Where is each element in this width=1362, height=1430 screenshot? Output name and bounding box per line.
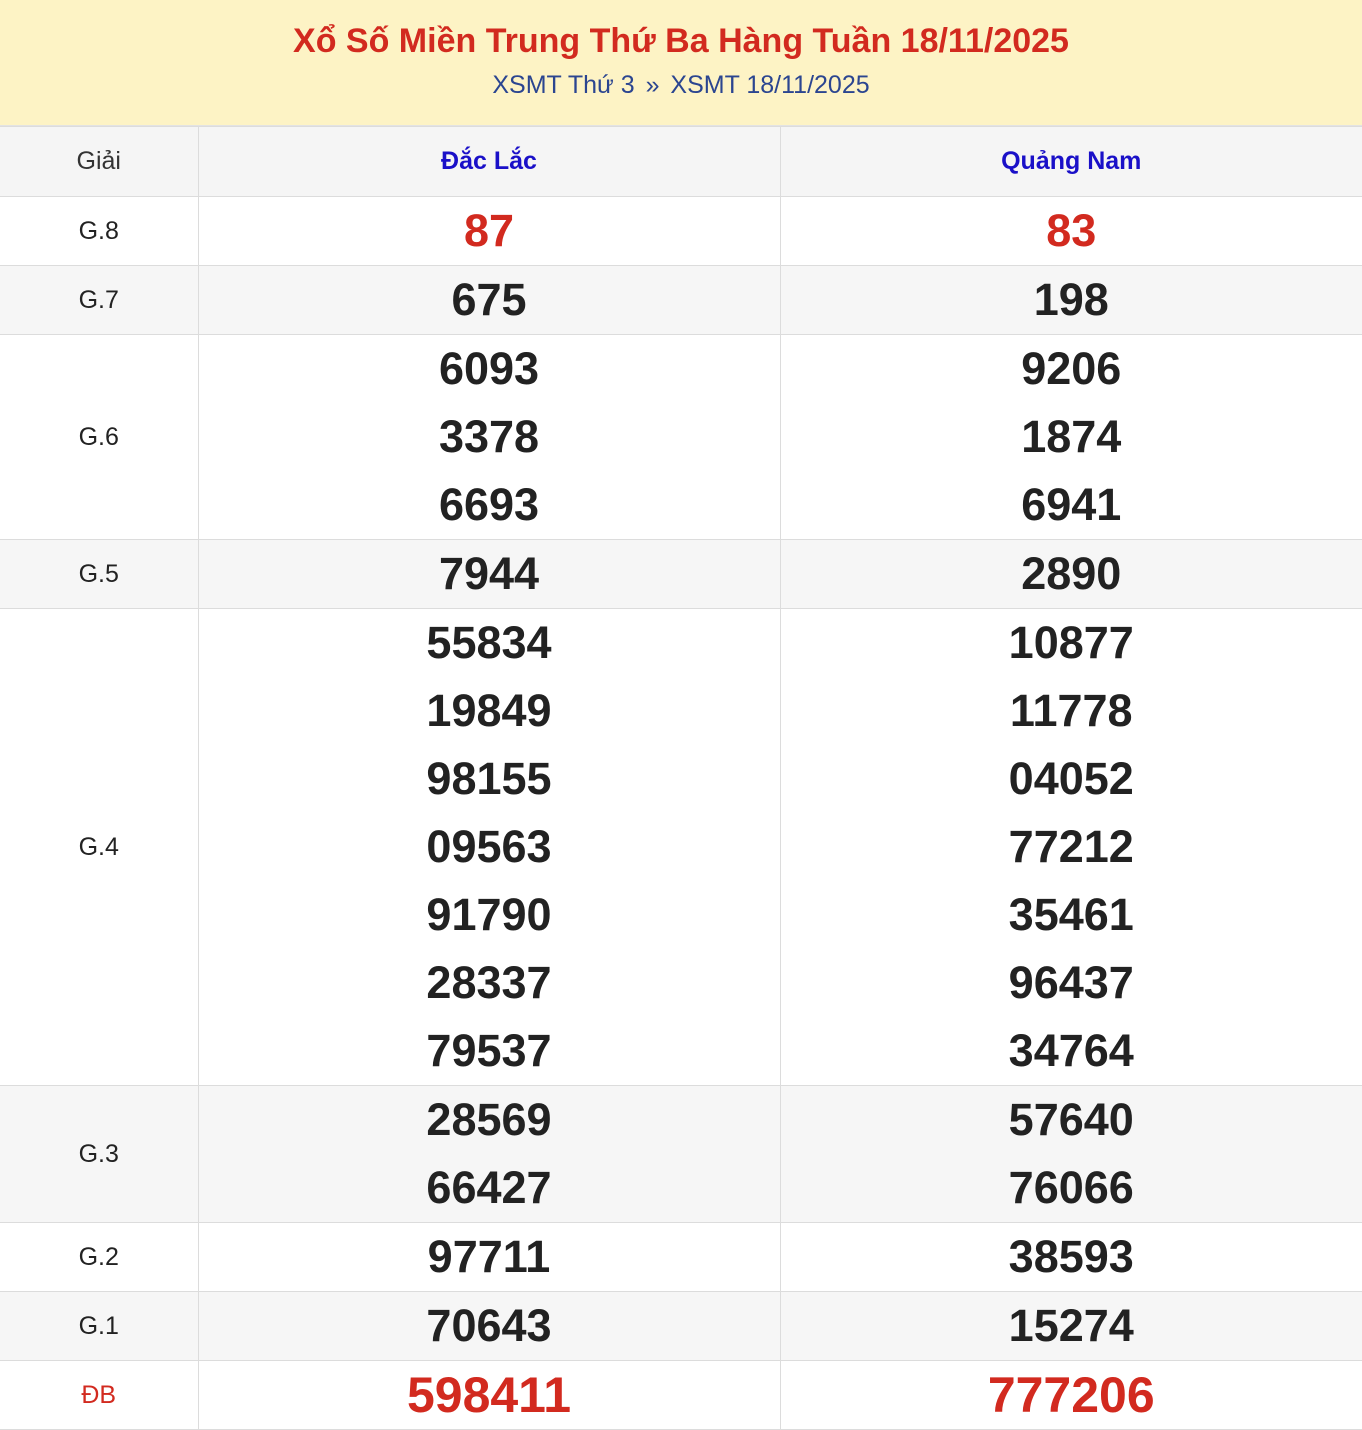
- result-cell: [780, 609, 1362, 1086]
- province-header-quang-nam[interactable]: Quảng Nam: [780, 127, 1362, 197]
- breadcrumb: [0, 70, 1362, 100]
- result-number: 3378: [199, 403, 780, 471]
- result-number: 6941: [781, 471, 1362, 539]
- result-cell: [198, 266, 780, 335]
- result-number: 77212: [781, 813, 1362, 881]
- result-number: 04052: [781, 745, 1362, 813]
- page-title: Xổ Số Miền Trung Thứ Ba Hàng Tuần 18/11/2025: [0, 0, 1362, 62]
- result-number: 97711: [199, 1223, 780, 1291]
- result-number: 34764: [781, 1017, 1362, 1085]
- result-number: 28337: [199, 949, 780, 1017]
- result-number: 2890: [781, 540, 1362, 608]
- result-number: 66427: [199, 1154, 780, 1222]
- table-row: [0, 1292, 1362, 1361]
- prize-column-header: Giải: [0, 127, 198, 197]
- result-number: 7944: [199, 540, 780, 608]
- result-cell: [780, 335, 1362, 540]
- result-number: 96437: [781, 949, 1362, 1017]
- result-number-special: 598411: [199, 1361, 780, 1429]
- result-cell: [198, 197, 780, 266]
- prize-label: G.4: [0, 609, 198, 1086]
- result-number: 11778: [781, 677, 1362, 745]
- result-cell: [780, 1292, 1362, 1361]
- result-cell: [780, 540, 1362, 609]
- result-number: 70643: [199, 1292, 780, 1360]
- result-number: 6093: [199, 335, 780, 403]
- result-number: 09563: [199, 813, 780, 881]
- result-number: 1874: [781, 403, 1362, 471]
- result-number: 35461: [781, 881, 1362, 949]
- prize-label: G.8: [0, 197, 198, 266]
- prize-label-special: ĐB: [0, 1361, 198, 1430]
- result-number: 28569: [199, 1086, 780, 1154]
- result-number: 98155: [199, 745, 780, 813]
- result-number: 57640: [781, 1086, 1362, 1154]
- prize-label: G.3: [0, 1086, 198, 1223]
- results-table: [0, 126, 1362, 1430]
- result-number: 10877: [781, 609, 1362, 677]
- result-number: 38593: [781, 1223, 1362, 1291]
- table-row: [0, 1086, 1362, 1223]
- result-number: 83: [781, 197, 1362, 265]
- result-number: 55834: [199, 609, 780, 677]
- province-header-dac-lac[interactable]: Đắc Lắc: [198, 127, 780, 197]
- prize-label: G.1: [0, 1292, 198, 1361]
- prize-label: G.7: [0, 266, 198, 335]
- result-number: 91790: [199, 881, 780, 949]
- table-row: [0, 335, 1362, 540]
- page-header: [0, 0, 1362, 126]
- result-cell: [198, 1223, 780, 1292]
- result-number: 675: [199, 266, 780, 334]
- result-number: 79537: [199, 1017, 780, 1085]
- table-row: [0, 1223, 1362, 1292]
- result-number: 15274: [781, 1292, 1362, 1360]
- table-row: [0, 540, 1362, 609]
- result-cell: [198, 609, 780, 1086]
- breadcrumb-separator: »: [646, 70, 660, 100]
- result-cell: [198, 540, 780, 609]
- table-row: [0, 609, 1362, 1086]
- table-header-row: [0, 127, 1362, 197]
- breadcrumb-link-date[interactable]: XSMT 18/11/2025: [670, 71, 869, 99]
- prize-label: G.2: [0, 1223, 198, 1292]
- table-row: [0, 1361, 1362, 1430]
- result-cell: [198, 1086, 780, 1223]
- result-number: 19849: [199, 677, 780, 745]
- prize-label: G.6: [0, 335, 198, 540]
- result-number: 87: [199, 197, 780, 265]
- result-number: 198: [781, 266, 1362, 334]
- result-cell: [780, 197, 1362, 266]
- result-number: 6693: [199, 471, 780, 539]
- result-number: 9206: [781, 335, 1362, 403]
- prize-label: G.5: [0, 540, 198, 609]
- result-cell: [780, 1223, 1362, 1292]
- result-number: 76066: [781, 1154, 1362, 1222]
- result-cell: [198, 1361, 780, 1430]
- breadcrumb-link-weekday[interactable]: XSMT Thứ 3: [492, 71, 634, 99]
- result-cell: [780, 1086, 1362, 1223]
- result-cell: [780, 1361, 1362, 1430]
- table-row: [0, 197, 1362, 266]
- result-cell: [198, 335, 780, 540]
- result-cell: [198, 1292, 780, 1361]
- result-cell: [780, 266, 1362, 335]
- table-row: [0, 266, 1362, 335]
- result-number-special: 777206: [781, 1361, 1362, 1429]
